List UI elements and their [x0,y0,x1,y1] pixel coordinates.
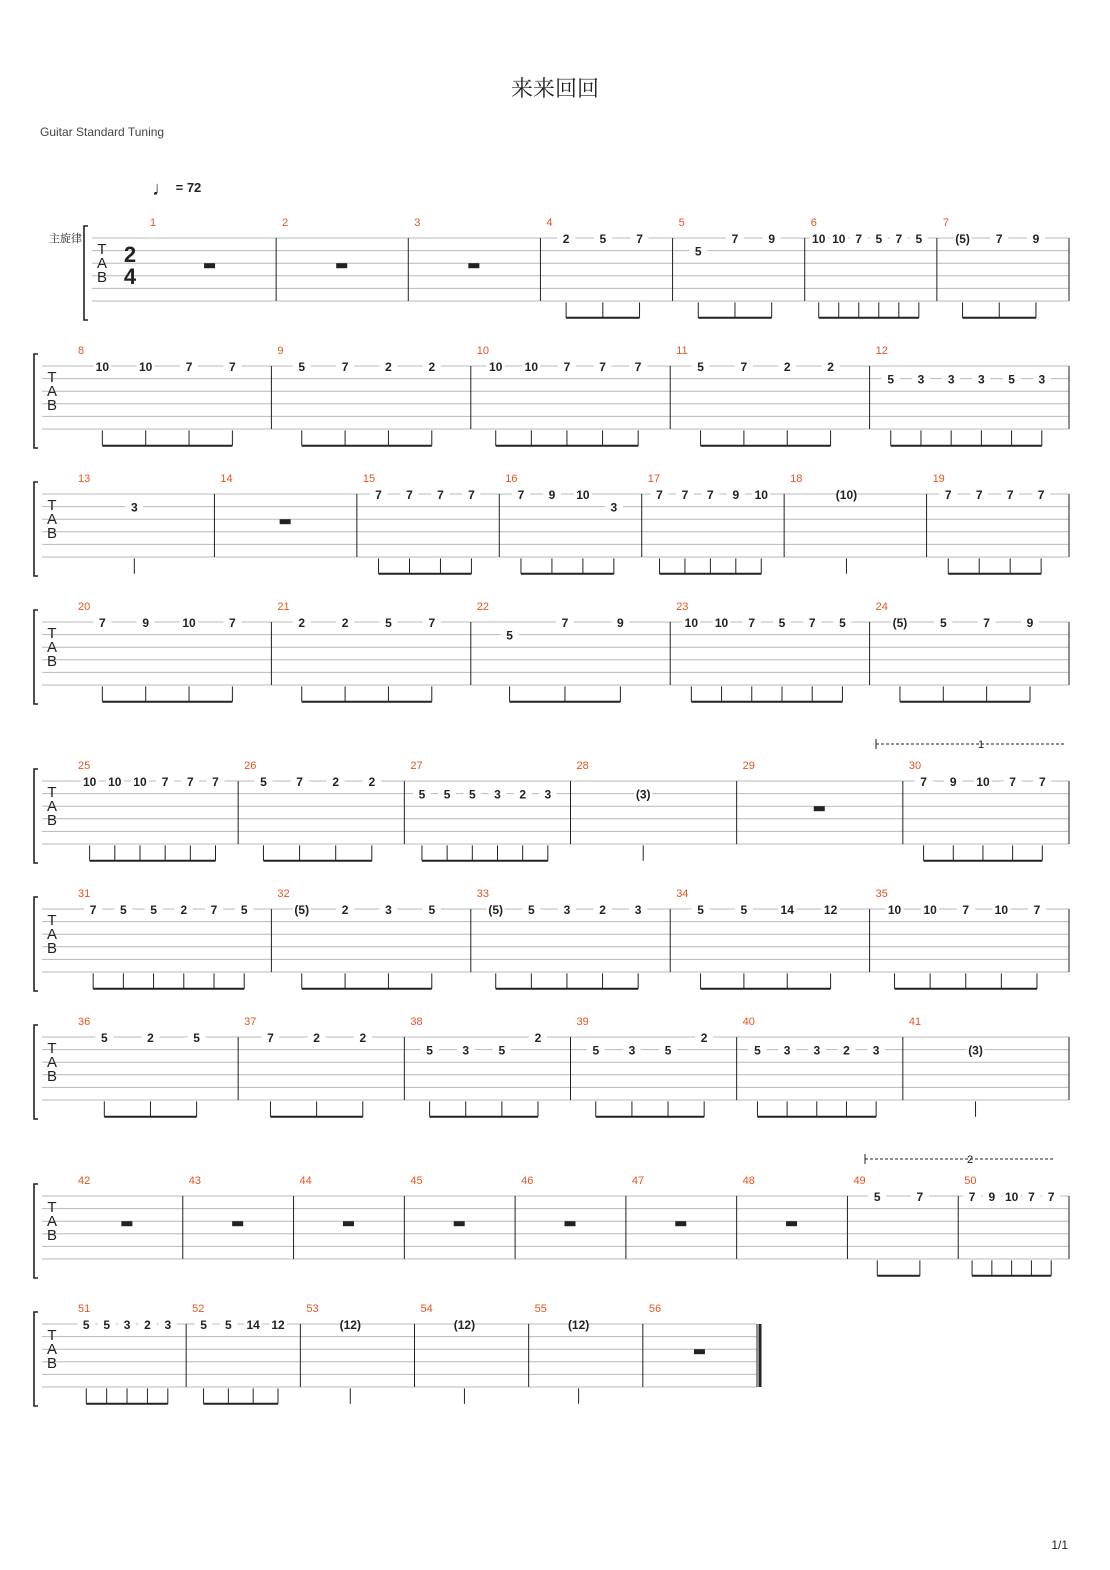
measure-number: 49 [853,1175,866,1187]
fret-number: 7 [962,903,970,917]
fret-number: 10 [82,775,97,789]
tab-clef-letter: A [46,926,58,943]
rest-symbol [468,263,479,268]
fret-number: 7 [656,488,663,502]
measure-number: 44 [299,1175,312,1187]
fret-number: 3 [978,372,985,387]
fret-number: 3 [628,1043,636,1058]
fret-number: 5 [1008,372,1015,387]
fret-number: 7 [1037,488,1045,502]
fret-number: 2 [843,1043,850,1058]
fret-number: 3 [947,372,955,387]
tab-clef-letter: A [46,383,58,400]
fret-number: 7 [681,488,689,502]
fret-number: 7 [437,488,444,502]
fret-number: 3 [1038,372,1046,387]
measure-number: 4 [546,217,553,229]
fret-number: 3 [164,1318,172,1332]
measure-number: 28 [576,760,589,772]
fret-number: 10 [976,775,990,789]
fret-number: 5 [260,775,267,789]
rest-symbol [694,1349,705,1354]
tab-clef-letter: A [96,255,108,272]
measure-number: 32 [277,888,290,900]
fret-number: 7 [1047,1190,1055,1204]
fret-number: 3 [385,903,392,917]
tab-clef-letter: B [46,653,58,670]
rest-symbol [232,1221,243,1226]
measure-number: 27 [410,760,423,772]
fret-number: 7 [944,488,952,502]
fret-number: (5) [955,232,970,246]
fret-number: 2 [180,903,188,917]
fret-number: 5 [694,244,702,259]
fret-number: 7 [995,232,1003,246]
fret-number: 7 [185,360,193,374]
measure-number: 54 [420,1303,433,1315]
measure-number: 37 [244,1016,257,1028]
fret-number: 9 [617,616,624,630]
measure-number: 9 [277,345,284,357]
time-signature-bottom: 4 [123,264,137,289]
measure-number: 6 [810,217,817,229]
measure-number: 24 [875,601,888,613]
fret-number: 10 [832,232,846,246]
tab-clef-letter: T [47,1199,57,1216]
fret-number: 5 [426,1043,433,1058]
fret-number: 3 [462,1043,470,1058]
fret-number: 10 [95,360,110,374]
rest-symbol [121,1221,132,1226]
fret-number: 5 [778,616,786,630]
system-bracket [34,482,38,576]
rest-symbol [336,263,347,268]
fret-number: 2 [368,775,376,789]
fret-number: 5 [915,232,923,246]
fret-number: 5 [385,616,392,630]
fret-number: 5 [887,372,895,387]
fret-number: 5 [100,1031,108,1045]
measure-number: 31 [78,888,91,900]
fret-number: 10 [754,488,768,502]
fret-number: (5) [488,903,504,917]
tab-clef-letter: T [47,369,57,386]
fret-number: 5 [443,787,451,802]
fret-number: 7 [517,488,525,502]
fret-number: 10 [524,360,539,374]
fret-number: (12) [453,1318,476,1332]
fret-number: 5 [664,1043,672,1058]
system-bracket [34,610,38,704]
fret-number: 7 [428,616,436,630]
fret-number: (12) [339,1318,361,1332]
fret-number: 5 [82,1318,90,1332]
tab-clef-letter: B [46,1355,58,1372]
fret-number: 2 [144,1318,151,1332]
fret-number: 7 [563,360,571,374]
measure-number: 18 [790,473,803,485]
fret-number: (10) [835,488,858,502]
quarter-note-icon: ♩ [152,178,172,200]
fret-number: 5 [498,1043,506,1058]
fret-number: (3) [968,1043,983,1058]
tab-clef-letter: A [46,798,58,815]
fret-number: 7 [212,775,219,789]
rest-symbol [565,1221,576,1226]
fret-number: 2 [700,1031,708,1045]
fret-number: 3 [563,903,571,917]
fret-number: 2 [599,903,606,917]
fret-number: 2 [359,1031,367,1045]
fret-number: 9 [768,232,776,246]
measure-number: 5 [678,217,685,229]
measure-number: 47 [631,1175,645,1187]
fret-number: 3 [610,500,618,515]
fret-number: 9 [949,775,957,789]
fret-number: 7 [375,488,382,502]
fret-number: 10 [576,488,590,502]
fret-number: 7 [748,616,756,630]
measure-number: 43 [188,1175,202,1187]
tab-clef-letter: T [47,784,57,801]
tab-clef-letter: A [46,1341,58,1358]
tab-clef-letter: A [46,1213,58,1230]
fret-number: 7 [731,232,739,246]
track-name: 主旋律 [49,232,82,245]
fret-number: 7 [808,616,816,630]
fret-number: 5 [697,360,704,374]
fret-number: 9 [1032,232,1040,246]
fret-number: 5 [298,360,306,374]
fret-number: 10 [994,903,1009,917]
fret-number: 10 [139,360,153,374]
tab-clef-letter: T [47,625,57,642]
fret-number: (3) [635,787,651,802]
system-bracket [34,769,38,863]
fret-number: 5 [120,903,127,917]
fret-number: 5 [939,616,947,630]
measure-number: 22 [476,601,490,613]
fret-number: 9 [548,488,556,502]
fret-number: 14 [780,903,794,917]
fret-number: 7 [634,360,642,374]
measure-number: 56 [648,1303,662,1315]
fret-number: 3 [872,1043,880,1058]
fret-number: 7 [210,903,218,917]
fret-number: 2 [534,1031,542,1045]
measure-number: 40 [742,1016,755,1028]
tab-clef-letter: B [46,812,58,829]
system-bracket [34,1025,38,1119]
page-number: 1/1 [1051,1538,1068,1552]
fret-number: 10 [182,616,196,630]
fret-number: 5 [193,1031,200,1045]
tab-clef-letter: B [46,1227,58,1244]
fret-number: 7 [599,360,606,374]
measure-number: 25 [78,760,91,772]
fret-number: 5 [428,903,436,917]
fret-number: 2 [783,360,791,374]
fret-number: 7 [161,775,169,789]
measure-number: 1 [150,217,157,229]
tab-clef-letter: T [47,912,57,929]
measure-number: 11 [676,345,688,357]
fret-number: 3 [130,500,138,515]
measure-number: 14 [220,473,233,485]
rest-symbol [343,1221,354,1226]
measure-number: 34 [676,888,689,900]
fret-number: 5 [506,628,513,643]
fret-number: 7 [855,232,863,246]
measure-number: 8 [78,345,85,357]
measure-number: 10 [476,345,490,357]
measure-number: 41 [908,1016,922,1028]
fret-number: 5 [225,1318,232,1332]
fret-number: 5 [740,903,748,917]
fret-number: 7 [1038,775,1046,789]
system-bracket [34,897,38,991]
fret-number: 5 [754,1043,761,1058]
fret-number: 7 [229,616,236,630]
fret-number: 10 [714,616,729,630]
system-bracket [34,1184,38,1278]
measure-number: 50 [964,1175,977,1187]
fret-number: 2 [519,787,527,802]
fret-number: 7 [1033,903,1041,917]
fret-number: 3 [634,903,642,917]
tab-clef-letter: A [46,511,58,528]
measure-number: 46 [521,1175,534,1187]
measure-number: 45 [410,1175,423,1187]
rest-symbol [280,519,291,524]
fret-number: 9 [988,1190,996,1204]
fret-number: (5) [892,616,908,630]
fret-number: 7 [1028,1190,1035,1204]
fret-number: 7 [895,232,903,246]
time-signature-top: 2 [123,242,137,267]
fret-number: 3 [494,787,501,802]
fret-number: 12 [823,903,838,917]
fret-number: 10 [812,232,826,246]
fret-number: 2 [313,1031,320,1045]
tab-clef-letter: A [46,1054,58,1071]
fret-number: 2 [827,360,834,374]
tab-clef-letter: B [46,397,58,414]
system-bracket [34,1312,38,1406]
fret-number: 2 [341,616,349,630]
volta-number: 1 [977,739,985,751]
tab-clef-letter: A [46,639,58,656]
fret-number: 7 [975,488,983,502]
fret-number: 9 [732,488,740,502]
measure-number: 20 [78,601,91,613]
measure-number: 29 [742,760,755,772]
fret-number: 7 [468,488,475,502]
measure-number: 36 [78,1016,91,1028]
fret-number: 5 [875,232,883,246]
tempo-value: = 72 [175,180,202,195]
fret-number: 7 [561,616,569,630]
tab-clef-letter: B [46,1068,58,1085]
measure-number: 26 [244,760,257,772]
fret-number: 5 [697,903,704,917]
measure-number: 17 [647,473,660,485]
fret-number: 7 [1009,775,1016,789]
measure-number: 12 [875,345,888,357]
rest-symbol [204,263,215,268]
fret-number: 3 [917,372,925,387]
tab-clef-letter: T [47,1040,57,1057]
measure-number: 33 [476,888,490,900]
fret-number: 2 [341,903,349,917]
system-bracket [34,354,38,448]
fret-number: 7 [341,360,349,374]
measure-number: 21 [277,601,290,613]
fret-number: 9 [1026,616,1034,630]
song-title: 来来回回 [510,77,599,102]
measure-number: 53 [306,1303,319,1315]
fret-number: 2 [147,1031,154,1045]
fret-number: 5 [592,1043,600,1058]
fret-number: 2 [428,360,436,374]
fret-number: (5) [294,903,310,917]
fret-number: 7 [267,1031,274,1045]
measure-number: 39 [576,1016,589,1028]
fret-number: 2 [562,232,570,246]
fret-number: 7 [740,360,748,374]
fret-number: 7 [916,1190,924,1204]
fret-number: 5 [527,903,535,917]
system-bracket [84,226,88,320]
fret-number: 5 [150,903,157,917]
fret-number: 9 [142,616,150,630]
fret-number: 10 [887,903,902,917]
tab-clef-letter: B [46,525,58,542]
measure-number: 48 [742,1175,755,1187]
fret-number: 7 [636,232,643,246]
fret-number: 7 [296,775,303,789]
rest-symbol [454,1221,465,1226]
fret-number: 5 [240,903,248,917]
fret-number: 5 [839,616,846,630]
tab-clef-letter: B [46,940,58,957]
fret-number: 14 [246,1318,260,1332]
measure-number: 2 [282,217,289,229]
rest-symbol [786,1221,797,1226]
fret-number: 10 [684,616,699,630]
measure-number: 19 [932,473,945,485]
measure-number: 51 [78,1303,91,1315]
rest-symbol [675,1221,686,1226]
measure-number: 3 [414,217,421,229]
fret-number: 3 [123,1318,131,1332]
measure-number: 23 [676,601,689,613]
fret-number: 7 [89,903,97,917]
fret-number: (12) [567,1318,590,1332]
fret-number: 10 [489,360,503,374]
measure-number: 13 [78,473,91,485]
fret-number: 5 [200,1318,207,1332]
fret-number: 3 [783,1043,791,1058]
fret-number: 10 [133,775,147,789]
volta-number: 2 [966,1154,974,1166]
fret-number: 7 [406,488,413,502]
tab-clef-letter: T [97,241,107,258]
fret-number: 7 [98,616,106,630]
measure-number: 55 [534,1303,547,1315]
tab-clef-letter: T [47,497,57,514]
fret-number: 10 [923,903,937,917]
measure-number: 30 [908,760,922,772]
fret-number: 7 [983,616,990,630]
fret-number: 5 [103,1318,111,1332]
fret-number: 7 [920,775,927,789]
measure-number: 42 [78,1175,91,1187]
measure-number: 7 [942,217,949,229]
fret-number: 10 [1004,1190,1019,1204]
fret-number: 2 [332,775,340,789]
measure-number: 38 [410,1016,423,1028]
fret-number: 5 [468,787,476,802]
tab-clef-letter: T [47,1327,57,1344]
measure-number: 35 [875,888,888,900]
measure-number: 15 [362,473,376,485]
fret-number: 2 [385,360,392,374]
fret-number: 5 [873,1190,881,1204]
fret-number: 10 [108,775,122,789]
fret-number: 2 [298,616,306,630]
fret-number: 7 [707,488,714,502]
measure-number: 52 [192,1303,205,1315]
measure-number: 16 [505,473,518,485]
rest-symbol [814,806,825,811]
fret-number: 7 [186,775,194,789]
fret-number: 3 [544,787,552,802]
fret-number: 7 [229,360,236,374]
fret-number: 7 [968,1190,976,1204]
fret-number: 7 [1006,488,1014,502]
fret-number: 5 [418,787,426,802]
fret-number: 5 [599,232,607,246]
fret-number: 3 [813,1043,821,1058]
tuning-label: Guitar Standard Tuning [40,125,165,139]
tab-clef-letter: B [96,269,108,286]
fret-number: 12 [271,1318,285,1332]
